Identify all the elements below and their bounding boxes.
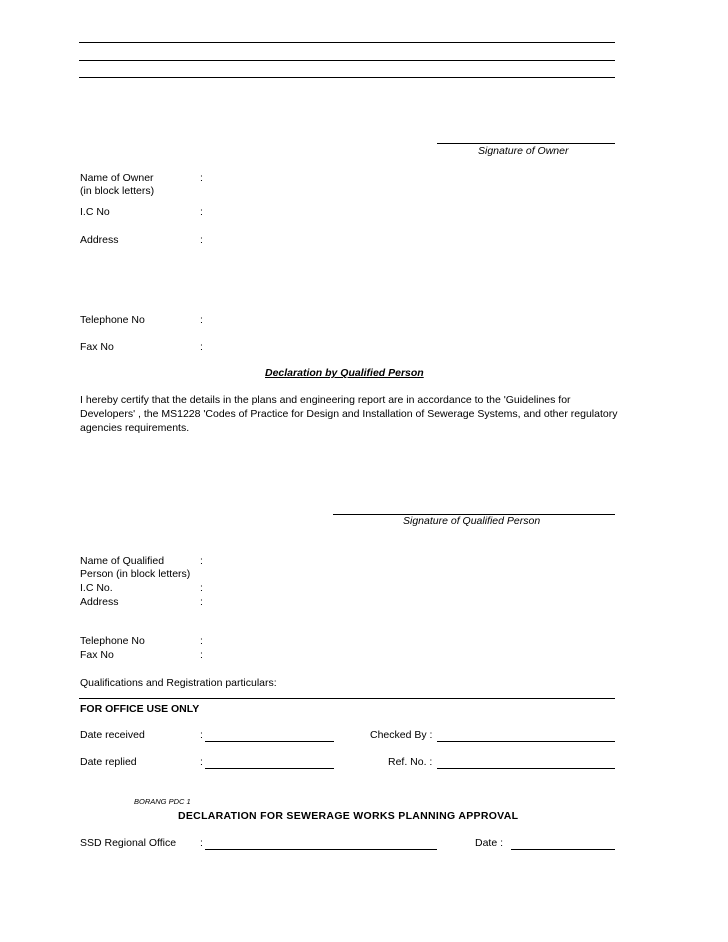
- owner-ic-colon: :: [200, 206, 203, 218]
- checked-by-label: Checked By :: [370, 729, 433, 741]
- date-received-colon: :: [200, 729, 203, 741]
- form-code: BORANG PDC 1: [134, 797, 191, 806]
- top-rule-1: [79, 42, 615, 43]
- owner-fax-label: Fax No: [80, 341, 114, 353]
- qualified-address-label: Address: [80, 596, 119, 608]
- date-field[interactable]: [511, 849, 615, 850]
- qualified-address-colon: :: [200, 596, 203, 608]
- ssd-office-colon: :: [200, 837, 203, 849]
- owner-telephone-colon: :: [200, 314, 203, 326]
- ref-no-label: Ref. No. :: [388, 756, 433, 768]
- ref-no-field[interactable]: [437, 768, 615, 769]
- qualified-fax-colon: :: [200, 649, 203, 661]
- declaration-body: I hereby certify that the details in the plans and engineering report are in accordance to the 'Guidelines for Developers' , the MS1228 'Codes of Practice for Design and Installation of Sewerage Systems, and other regulatory agencies requirements.: [80, 394, 618, 434]
- ssd-office-field[interactable]: [205, 849, 437, 850]
- top-rule-3: [79, 77, 615, 78]
- owner-fax-colon: :: [200, 341, 203, 353]
- ssd-office-label: SSD Regional Office: [80, 837, 177, 849]
- qualifications-label: Qualifications and Registration particulars:: [80, 677, 277, 689]
- date-received-field[interactable]: [205, 741, 334, 742]
- form-title: DECLARATION FOR SEWERAGE WORKS PLANNING APPROVAL: [178, 810, 519, 822]
- qualified-name-colon: :: [200, 555, 203, 567]
- qualified-ic-colon: :: [200, 582, 203, 594]
- qualified-ic-label: I.C No.: [80, 582, 113, 594]
- owner-ic-label: I.C No: [80, 206, 110, 218]
- qualified-name-label-sub: Person (in block letters): [80, 568, 191, 580]
- top-rule-2: [79, 60, 615, 61]
- owner-signature-line: [437, 143, 615, 144]
- qualified-fax-label: Fax No: [80, 649, 114, 661]
- date-replied-colon: :: [200, 756, 203, 768]
- owner-signature-caption: Signature of Owner: [478, 145, 569, 157]
- date-replied-field[interactable]: [205, 768, 334, 769]
- office-top-rule: [79, 698, 615, 699]
- owner-telephone-label: Telephone No: [80, 314, 145, 326]
- owner-address-label: Address: [80, 234, 119, 246]
- declaration-heading: Declaration by Qualified Person: [265, 367, 424, 379]
- qualified-signature-caption: Signature of Qualified Person: [403, 515, 541, 527]
- checked-by-field[interactable]: [437, 741, 615, 742]
- qualified-name-label: Name of Qualified: [80, 555, 165, 567]
- office-use-heading: FOR OFFICE USE ONLY: [80, 703, 200, 715]
- qualified-telephone-label: Telephone No: [80, 635, 145, 647]
- owner-name-colon: :: [200, 172, 203, 184]
- owner-name-label-sub: (in block letters): [80, 185, 155, 197]
- owner-address-colon: :: [200, 234, 203, 246]
- date-replied-label: Date replied: [80, 756, 137, 768]
- date-received-label: Date received: [80, 729, 145, 741]
- owner-name-label: Name of Owner: [80, 172, 154, 184]
- qualified-telephone-colon: :: [200, 635, 203, 647]
- date-label: Date :: [475, 837, 504, 849]
